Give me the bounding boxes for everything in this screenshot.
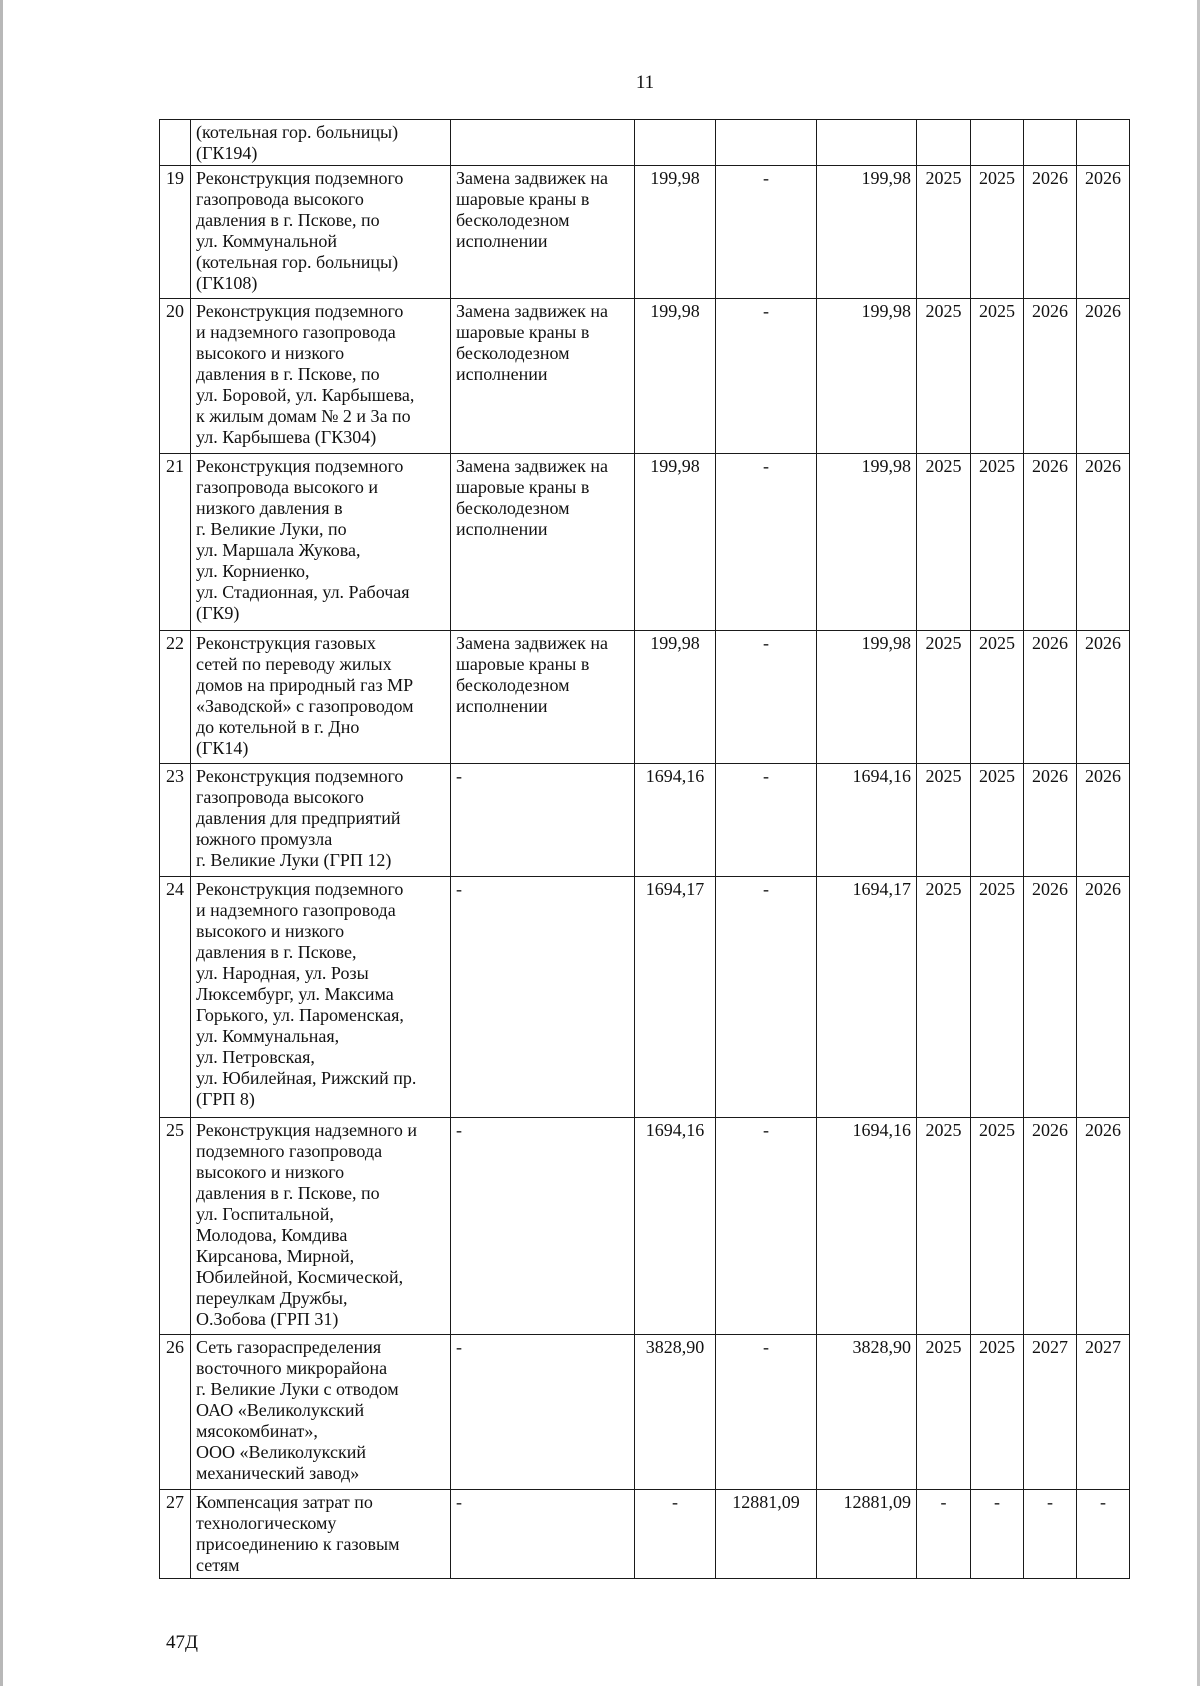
cost-value-2: - xyxy=(716,166,817,299)
year-1: 2025 xyxy=(917,166,971,299)
cost-total xyxy=(817,120,917,166)
work-description: - xyxy=(451,1118,635,1335)
row-number: 27 xyxy=(160,1490,191,1579)
cost-total: 3828,90 xyxy=(817,1335,917,1490)
object-name: Реконструкция подземного и надземного газопровода высокого и низкого давления в г. Пскове, по ул. Боровой, ул. Карбышева, к жилым домам № 2 и 3а по ул. Карбышева (ГК304) xyxy=(191,299,451,454)
table-row xyxy=(160,1335,1130,1490)
work-description: - xyxy=(451,1335,635,1490)
year-4: 2027 xyxy=(1077,1335,1130,1490)
table-row xyxy=(160,1118,1130,1335)
cost-value-2: - xyxy=(716,1118,817,1335)
object-name: Реконструкция подземного газопровода высокого и низкого давления в г. Великие Луки, по ул. Маршала Жукова, ул. Корниенко, ул. Стадионная, ул. Рабочая (ГК9) xyxy=(191,454,451,631)
page-number: 11 xyxy=(635,72,655,93)
object-name: Сеть газораспределения восточного микрорайона г. Великие Луки с отводом ОАО «Великолукский мясокомбинат», ООО «Великолукский механический завод» xyxy=(191,1335,451,1490)
year-2: 2025 xyxy=(971,1335,1024,1490)
cost-total: 199,98 xyxy=(817,454,917,631)
row-number xyxy=(160,120,191,166)
cost-value-2 xyxy=(716,120,817,166)
cost-total: 199,98 xyxy=(817,299,917,454)
table-row xyxy=(160,1490,1130,1579)
year-4: 2026 xyxy=(1077,166,1130,299)
year-3: 2026 xyxy=(1024,299,1077,454)
year-4: 2026 xyxy=(1077,631,1130,764)
row-number: 24 xyxy=(160,877,191,1118)
cost-value-2: - xyxy=(716,299,817,454)
year-2: 2025 xyxy=(971,1118,1024,1335)
work-description: Замена задвижек на шаровые краны в бесколодезном исполнении xyxy=(451,454,635,631)
year-3: 2026 xyxy=(1024,877,1077,1118)
cost-value-2: - xyxy=(716,631,817,764)
year-3: 2027 xyxy=(1024,1335,1077,1490)
cost-value-2: - xyxy=(716,877,817,1118)
row-number: 21 xyxy=(160,454,191,631)
year-1: 2025 xyxy=(917,631,971,764)
work-description: - xyxy=(451,1490,635,1579)
cost-value-2: - xyxy=(716,1335,817,1490)
table-row xyxy=(160,454,1130,631)
year-3: 2026 xyxy=(1024,1118,1077,1335)
row-number: 26 xyxy=(160,1335,191,1490)
year-4: 2026 xyxy=(1077,764,1130,877)
object-name: Реконструкция подземного газопровода высокого давления для предприятий южного промузла г. Великие Луки (ГРП 12) xyxy=(191,764,451,877)
table-body xyxy=(160,120,1130,1579)
table-row xyxy=(160,764,1130,877)
year-2: - xyxy=(971,1490,1024,1579)
object-name: Реконструкция подземного газопровода высокого давления в г. Пскове, по ул. Коммунальной (котельная гор. больницы) (ГК108) xyxy=(191,166,451,299)
year-2: 2025 xyxy=(971,299,1024,454)
table-row xyxy=(160,166,1130,299)
cost-total: 199,98 xyxy=(817,631,917,764)
cost-value-2: - xyxy=(716,454,817,631)
scan-edge-left xyxy=(0,0,3,1686)
year-1: 2025 xyxy=(917,299,971,454)
year-1: 2025 xyxy=(917,764,971,877)
table-row xyxy=(160,299,1130,454)
year-2: 2025 xyxy=(971,877,1024,1118)
year-4: 2026 xyxy=(1077,1118,1130,1335)
year-3: - xyxy=(1024,1490,1077,1579)
year-3: 2026 xyxy=(1024,764,1077,877)
work-description: - xyxy=(451,764,635,877)
work-description: Замена задвижек на шаровые краны в бесколодезном исполнении xyxy=(451,631,635,764)
cost-total: 1694,16 xyxy=(817,1118,917,1335)
cost-value-1: 199,98 xyxy=(635,299,716,454)
year-2: 2025 xyxy=(971,454,1024,631)
year-1: 2025 xyxy=(917,877,971,1118)
year-3 xyxy=(1024,120,1077,166)
investment-table xyxy=(159,119,1130,1579)
year-2: 2025 xyxy=(971,764,1024,877)
table-row xyxy=(160,877,1130,1118)
year-4 xyxy=(1077,120,1130,166)
cost-value-1: 3828,90 xyxy=(635,1335,716,1490)
year-3: 2026 xyxy=(1024,631,1077,764)
cost-total: 1694,16 xyxy=(817,764,917,877)
row-number: 22 xyxy=(160,631,191,764)
document-code: 47Д xyxy=(166,1632,198,1653)
year-3: 2026 xyxy=(1024,166,1077,299)
table-row xyxy=(160,120,1130,166)
object-name: Реконструкция надземного и подземного газопровода высокого и низкого давления в г. Пскове, по ул. Госпитальной, Молодова, Комдива Кирсанова, Мирной, Юбилейной, Космической, переулкам Дружбы, О.Зобова (ГРП 31) xyxy=(191,1118,451,1335)
work-description xyxy=(451,120,635,166)
cost-value-2: 12881,09 xyxy=(716,1490,817,1579)
cost-value-1: 199,98 xyxy=(635,631,716,764)
cost-value-1: - xyxy=(635,1490,716,1579)
year-1: 2025 xyxy=(917,1118,971,1335)
year-4: 2026 xyxy=(1077,299,1130,454)
cost-value-1: 1694,16 xyxy=(635,764,716,877)
cost-value-2: - xyxy=(716,764,817,877)
work-description: Замена задвижек на шаровые краны в бесколодезном исполнении xyxy=(451,166,635,299)
row-number: 25 xyxy=(160,1118,191,1335)
year-1 xyxy=(917,120,971,166)
work-description: Замена задвижек на шаровые краны в бесколодезном исполнении xyxy=(451,299,635,454)
object-name: (котельная гор. больницы) (ГК194) xyxy=(191,120,451,166)
cost-total: 1694,17 xyxy=(817,877,917,1118)
row-number: 23 xyxy=(160,764,191,877)
year-1: - xyxy=(917,1490,971,1579)
object-name: Реконструкция газовых сетей по переводу жилых домов на природный газ МР «Заводской» с газопроводом до котельной в г. Дно (ГК14) xyxy=(191,631,451,764)
object-name: Компенсация затрат по технологическому присоединению к газовым сетям xyxy=(191,1490,451,1579)
cost-total: 12881,09 xyxy=(817,1490,917,1579)
year-1: 2025 xyxy=(917,1335,971,1490)
work-description: - xyxy=(451,877,635,1118)
cost-value-1: 1694,16 xyxy=(635,1118,716,1335)
row-number: 19 xyxy=(160,166,191,299)
year-2: 2025 xyxy=(971,631,1024,764)
year-2 xyxy=(971,120,1024,166)
cost-value-1 xyxy=(635,120,716,166)
year-3: 2026 xyxy=(1024,454,1077,631)
table-row xyxy=(160,631,1130,764)
object-name: Реконструкция подземного и надземного газопровода высокого и низкого давления в г. Пскове, ул. Народная, ул. Розы Люксембург, ул. Максима Горького, ул. Пароменская, ул. Коммунальная, ул. Петровская, ул. Юбилейная, Рижский пр. (ГРП 8) xyxy=(191,877,451,1118)
cost-value-1: 1694,17 xyxy=(635,877,716,1118)
cost-total: 199,98 xyxy=(817,166,917,299)
cost-value-1: 199,98 xyxy=(635,166,716,299)
cost-value-1: 199,98 xyxy=(635,454,716,631)
year-4: 2026 xyxy=(1077,877,1130,1118)
year-4: 2026 xyxy=(1077,454,1130,631)
year-2: 2025 xyxy=(971,166,1024,299)
row-number: 20 xyxy=(160,299,191,454)
year-4: - xyxy=(1077,1490,1130,1579)
year-1: 2025 xyxy=(917,454,971,631)
